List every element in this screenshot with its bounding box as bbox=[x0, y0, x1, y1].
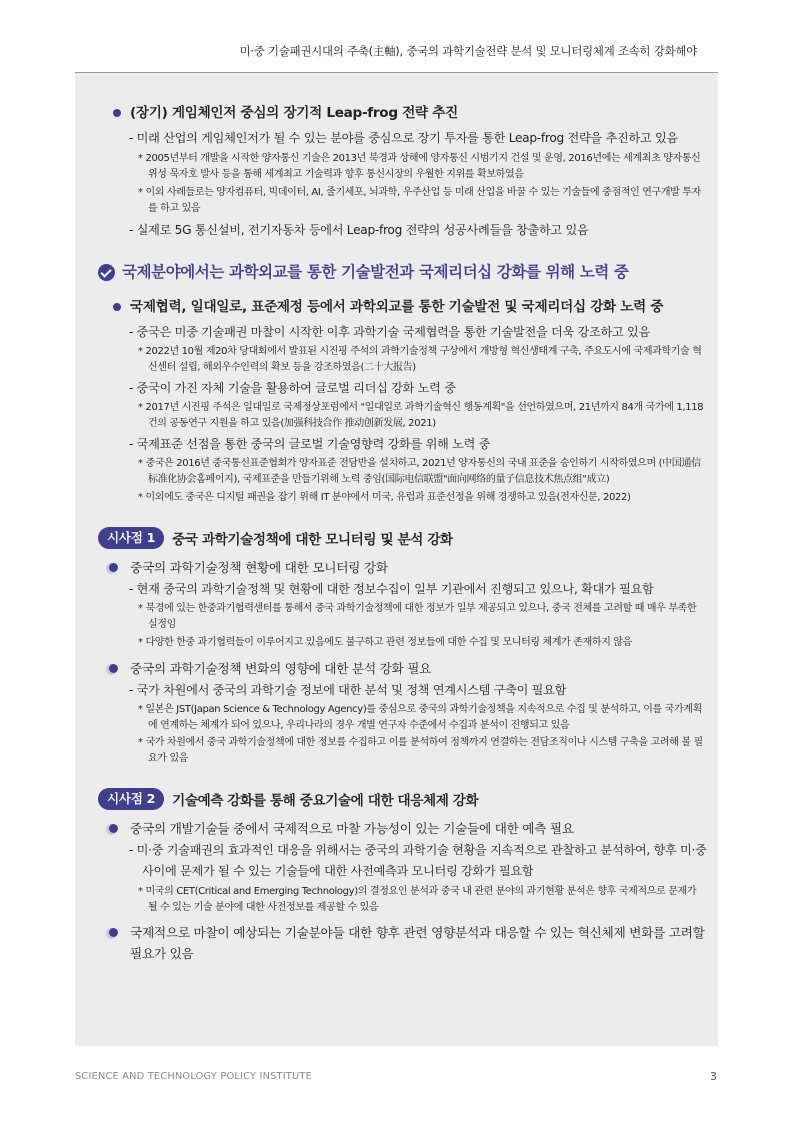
page-number: 3 bbox=[710, 1070, 717, 1083]
implication-1-body bbox=[98, 557, 708, 767]
page-header bbox=[0, 0, 793, 72]
implication-2-badge: 시사점 2 bbox=[98, 788, 164, 810]
international-note-3: * 중국은 2016년 중국통신표준협회가 양자표준 전담반을 설치하고, 2021년 양자통신의 국내 표준을 승인하기 시작하였으며 (中国通信标准化协会홈페이지), 국제표준을 만들기위해 노력 중임(国际电信联盟"面向网络的量子信息技术焦点组"成立) bbox=[138, 458, 701, 485]
international-dash-2: - 중국이 가진 자체 기술을 활용하여 글로벌 리더십 강화 노력 중 bbox=[129, 381, 456, 395]
implication-1-bullet-1: 중국의 과학기술정책 현황에 대한 모니터링 강화 bbox=[98, 557, 708, 578]
header-title: 미·중 기술패권시대의 주축(主軸), 중국의 과학기술전략 분석 및 모니터링체계 조속히 강화해야 bbox=[239, 44, 697, 58]
leapfrog-note-1: * 2005년부터 개발을 시작한 양자통신 기술은 2013년 북경과 상해에 양자통신 시범기지 건설 및 운영, 2016년에는 세계최초 양자통신위성 묵자호 발사 등을 통해 세계최고 기술력과 향후 통신시장의 우월한 지위를 확보하였음 bbox=[138, 153, 701, 180]
implication-1-badge: 시사점 1 bbox=[98, 527, 164, 549]
implication-2-title: 기술예측 강화를 통해 중요기술에 대한 대응체제 강화 bbox=[172, 793, 479, 809]
section-heading bbox=[98, 261, 708, 283]
implication-1-bullet-2: 중국의 과학기술정책 변화의 영향에 대한 분석 강화 필요 bbox=[98, 658, 708, 679]
implication-1-note-3: * 일본은 JST(Japan Science & Technology Agency)를 중심으로 중국의 과학기술정책을 지속적으로 수집 및 분석하고, 이를 국가계획에 연계하는 체계가 되어 있으나, 우리나라의 경우 개별 연구자 수준에서 수집과 분석이 진행되고 있음 bbox=[138, 704, 702, 731]
implication-2-bullet-1: 중국의 개발기술들 중에서 국제적으로 마찰 가능성이 있는 기술들에 대한 예측 필요 bbox=[98, 818, 708, 839]
leapfrog-dash-1: - 미래 산업의 게임체인저가 될 수 있는 분야를 중심으로 장기 투자를 통한 Leap-frog 전략을 추진하고 있음 bbox=[129, 131, 678, 145]
implication-2-note-1: * 미국의 CET(Critical and Emerging Technology)의 결정요인 분석과 중국 내 관련 분야의 과기현황 분석은 향후 국제적으로 문제가 될 수 있는 기술 분야에 대한 사전정보를 제공할 수 있음 bbox=[138, 886, 697, 913]
implication-1-note-2: * 다양한 한중 과기협력들이 이루어지고 있음에도 불구하고 관련 정보들에 대한 수집 및 모니터링 체계가 존재하지 않음 bbox=[138, 637, 632, 648]
implication-2-bullet-2: 국제적으로 마찰이 예상되는 기술분야들 대한 향후 관련 영향분석과 대응할 수 있는 혁신체제 변화를 고려할 필요가 있음 bbox=[98, 922, 708, 964]
implication-2-heading bbox=[98, 787, 708, 811]
international-dash-3: - 국제표준 선점을 통한 중국의 글로벌 기술영향력 강화를 위해 노력 중 bbox=[129, 437, 491, 451]
implication-1-title: 중국 과학기술정책에 대한 모니터링 및 분석 강화 bbox=[172, 532, 453, 548]
international-block bbox=[98, 298, 708, 506]
section-heading-text: 국제분야에서는 과학외교를 통한 기술발전과 국제리더십 강화를 위해 노력 중 bbox=[122, 263, 629, 281]
leapfrog-note-2: * 이외 사례들로는 양자컴퓨터, 빅데이터, AI, 줄기세포, 뇌과학, 우주산업 등 미래 산업을 바꿀 수 있는 기술들에 중점적인 연구개발 투자를 하고 있음 bbox=[138, 187, 701, 214]
implication-2-dash-1: - 미·중 기술패권의 효과적인 대응을 위해서는 중국의 과학기술 현황을 지속적으로 관찰하고 분석하여, 향후 미·중 사이에 문제가 될 수 있는 기술들에 대한 사전예측과 모니터링 강화가 필요함 bbox=[129, 843, 707, 878]
international-note-1: * 2022년 10월 제20차 당대회에서 발표된 시진핑 주석의 과학기술정책 구상에서 개방형 혁신생태계 구축, 주요도시에 국제과학기술 혁신센터 설립, 해외우수인력의 확보 등을 강조하였음(二十大报告) bbox=[138, 346, 702, 373]
leapfrog-heading: (장기) 게임체인저 중심의 장기적 Leap-frog 전략 추진 bbox=[98, 104, 708, 122]
implication-1-heading bbox=[98, 526, 708, 550]
international-heading: 국제협력, 일대일로, 표준제정 등에서 과학외교를 통한 기술발전 및 국제리더십 강화 노력 중 bbox=[98, 298, 708, 316]
international-note-4: * 이외에도 중국은 디지털 패권을 잡기 위해 IT 분야에서 미국, 유럽과 표준선정을 위해 경쟁하고 있음(전자신문, 2022) bbox=[138, 492, 631, 503]
leapfrog-dash-2: - 실제로 5G 통신설비, 전기자동차 등에서 Leap-frog 전략의 성공사례들을 창출하고 있음 bbox=[129, 223, 589, 237]
check-circle-icon bbox=[98, 264, 115, 281]
implication-1-dash-2: - 국가 차원에서 중국의 과학기술 정보에 대한 분석 및 정책 연계시스템 구축이 필요함 bbox=[129, 683, 567, 697]
leapfrog-block bbox=[98, 104, 708, 241]
implication-1-note-4: * 국가 차원에서 중국 과학기술정책에 대한 정보를 수집하고 이를 분석하여 정책까지 연결하는 전담조직이나 시스템 구축을 고려해 볼 필요가 있음 bbox=[138, 737, 703, 764]
implication-1-dash-1: - 현재 중국의 과학기술정책 및 현황에 대한 정보수집이 일부 기관에서 진행되고 있으나, 확대가 필요함 bbox=[129, 582, 654, 596]
international-dash-1: - 중국은 미중 기술패권 마찰이 시작한 이후 과학기술 국제협력을 통한 기술발전을 더욱 강조하고 있음 bbox=[129, 325, 650, 339]
international-note-2: * 2017년 시진핑 주석은 일대일로 국제정상포럼에서 "일대일로 과학기술혁신 행동계획"을 선언하였으며, 21년까지 84개 국가에 1,118건의 공동연구 지원을 하고 있음(加强科技合作 推动创新发展, 2021) bbox=[138, 402, 704, 429]
footer-institute: SCIENCE AND TECHNOLOGY POLICY INSTITUTE bbox=[75, 1071, 312, 1082]
implication-2-body bbox=[98, 818, 708, 964]
implication-1-note-1: * 북경에 있는 한중과기협력센터를 통해서 중국 과학기술정책에 대한 정보가 일부 제공되고 있으나, 중국 전체를 고려할 때 매우 부족한 실정임 bbox=[138, 603, 697, 630]
main-content bbox=[98, 104, 708, 964]
